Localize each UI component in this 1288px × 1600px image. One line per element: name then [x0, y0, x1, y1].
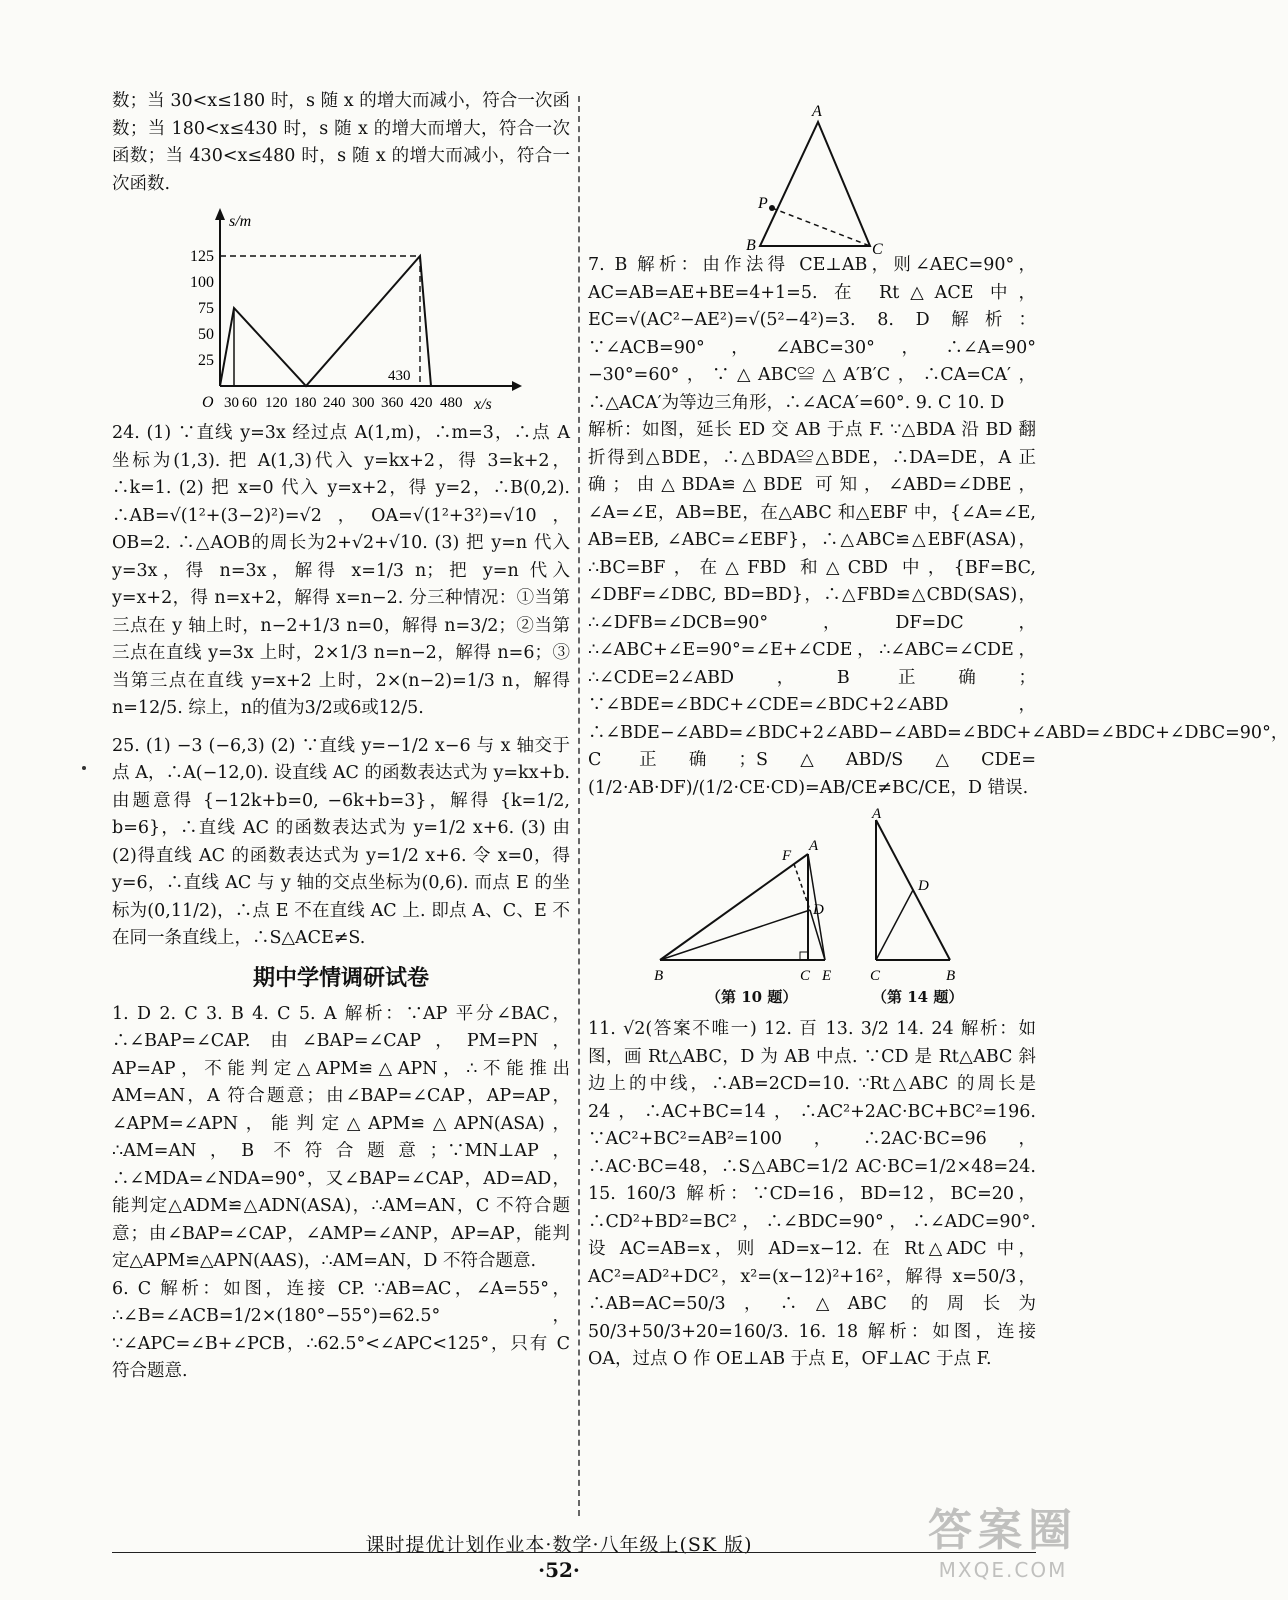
answer-midterm-6: 6. C 解析：如图，连接 CP. ∵AB=AC，∠A=55°，∴∠B=∠ACB=1/2×(180°−55°)=62.5°，∵∠APC=∠B+∠PCB，∴62.5°<∠APC<125°，只有 C 符合题意. — [112, 1278, 570, 1381]
vertex-label: C — [872, 241, 883, 258]
svg-text:A: A — [809, 838, 819, 854]
vertex-label: B — [746, 237, 756, 254]
svg-text:B: B — [654, 968, 664, 984]
x-tick: 180 — [294, 395, 317, 411]
triangle-figure-6 — [588, 92, 1036, 258]
origin-label: O — [202, 394, 214, 411]
answer-11-16: 11. √2(答案不唯一) 12. 百 13. 3/2 14. 24 解析：如图，画 Rt△ABC，D 为 AB 中点. ∵CD 是 Rt△ABC 斜边上的中线，∴AB=2CD=10. ∵Rt△ABC 的周长是 24，∴AC+BC=14，∴AC²+2AC·BC+BC²=196. ∵AC²+BC²=AB²=100，∴2AC·BC=96，∴AC·BC=48，∴S△ABC=1/2 AC·BC=1/2×48=24. 15. 160/3 解析：∵CD=16，BD=12，BC=20，∴CD²+BD²=BC²，∴∠BDC=90°，∴∠ADC=90°. 设 AC=AB=x，则 AD=x−12. 在 Rt△ADC 中，AC²=AD²+DC²，x²=(x−12)²+16²，解得 x=50/3，∴AB=AC=50/3，∴△ABC 的周长为50/3+50/3+20=160/3. 16. 18 解析：如图，连接 OA，过点 O 作 OE⊥AB 于点 E，OF⊥AC 于点 F. — [588, 1019, 1036, 1369]
vertex-label: P — [758, 195, 768, 212]
answer-midterm-1-5: 1. D 2. C 3. B 4. C 5. A 解析：∵AP 平分∠BAC，∴∠BAP=∠CAP. 由∠BAP=∠CAP，PM=PN，AP=AP，不能判定△APM≌△APN，∴不能推出 AM=AN，A 符合题意；由∠BAP=∠CAP，AP=AP，∠APM=∠APN，能判定△APM≌△APN(ASA)，∴AM=AN，B 不符合题意；∵MN⊥AP，∴∠MDA=∠NDA=90°，又∠BAP=∠CAP，AD=AD，能判定△ADM≌△ADN(ASA)，∴AM=AN，C 不符合题意；由∠BAP=∠CAP，∠AMP=∠ANP，AP=AP，能判定△APM≌△APN(AAS)，∴AM=AN，D 不符合题意. — [112, 1003, 570, 1271]
right-column — [588, 88, 1288, 1374]
y-tick: 75 — [198, 300, 214, 317]
x-tick: 480 — [440, 395, 463, 411]
figures-10-14 — [588, 806, 1036, 990]
watermark-url: MXQE.COM — [938, 1558, 1068, 1582]
watermark-logo: 答案圈 — [928, 1505, 1078, 1556]
answer-10-solution: 解析：如图，延长 ED 交 AB 于点 F. ∵△BDA 沿 BD 翻折得到△BDE，∴△BDA≌△BDE，∴DA=DE，A 正确；由△BDA≌△BDE 可知，∠ABD=∠DBE，∠A=∠E，AB=BE，在△ABC 和△EBF 中，{∠A=∠E, AB=EB, ∠ABC=∠EBF}，∴△ABC≌△EBF(ASA)，∴BC=BF，在△FBD 和△CBD 中，{BF=BC, ∠DBF=∠DBC, BD=BD}，∴△FBD≌△CBD(SAS)，∴∠DFB=∠DCB=90°，DF=DC，∴∠ABC+∠E=90°=∠E+∠CDE，∴∠ABC=∠CDE，∴∠CDE=2∠ABD，B 正确；∵∠BDE=∠BDC+∠CDE=∠BDC+2∠ABD，∴∠BDE−∠ABD=∠BDC+2∠ABD−∠ABD=∠BDC+∠ABD=∠BDC+∠DBC=90°，C 正确；S△ABD/S△CDE=(1/2·AB·DF)/(1/2·CE·CD)=AB/CE≠BC/CE，D 错误. — [588, 420, 1288, 798]
svg-text:C: C — [870, 968, 881, 984]
answer-7-10: 7. B 解析：由作法得 CE⊥AB，则∠AEC=90°，AC=AB=AE+BE=4+1=5. 在 Rt△ACE 中，EC=√(AC²−AE²)=√(5²−4²)=3. 8. D 解析：∵∠ACB=90°，∠ABC=30°，∴∠A=90°−30°=60°，∵△ABC≌△A′B′C，∴CA=CA′，∴△ACA′为等边三角形，∴∠ACA′=60°. 9. C 10. D — [588, 255, 1036, 413]
section-title: 期中学情调研试卷 — [252, 965, 429, 991]
svg-text:A: A — [872, 806, 882, 822]
x-tick: 240 — [323, 395, 346, 411]
figure-14 — [870, 806, 955, 984]
svg-text:B: B — [946, 968, 956, 984]
svg-text:F: F — [782, 848, 792, 864]
y-tick: 50 — [198, 326, 214, 343]
x-tick: 300 — [352, 395, 375, 411]
y-tick: 25 — [198, 352, 214, 369]
y-axis-label: s/m — [229, 213, 252, 230]
x-tick: 30 — [224, 395, 239, 411]
svg-text:D: D — [918, 878, 929, 894]
caption-10: （第 10 题） — [706, 988, 798, 1006]
distance-time-graph — [112, 204, 570, 416]
column-divider — [578, 96, 580, 1516]
answer-25: 25. (1) −3 (−6,3) (2) ∵直线 y=−1/2 x−6 与 x 轴交于点 A，∴A(−12,0). 设直线 AC 的函数表达式为 y=kx+b. 由题意得 {−12k+b=0, −6k+b=3}，解得 {k=1/2, b=6}，∴直线 AC 的函数表达式为 y=1/2 x+6. (3) 由(2)得直线 AC 的函数表达式为 y=1/2 x+6. 令 x=0，得 y=6，∴直线 AC 与 y 轴的交点坐标为(0,6). 而点 E 的坐标为(0,11/2)，∴点 E 不在直线 AC 上. 即点 A、C、E 不在同一条直线上，∴S△ACE≠S. — [112, 735, 570, 948]
caption-14: （第 14 题） — [872, 988, 964, 1006]
distance-polyline — [220, 256, 431, 386]
vertex-label: A — [812, 103, 822, 120]
x-tick: 120 — [265, 395, 288, 411]
x-axis-arrow — [512, 381, 522, 391]
stray-mark — [82, 766, 86, 770]
x-tick: 60 — [242, 395, 257, 411]
watermark — [928, 1494, 1078, 1582]
x-tick: 420 — [410, 395, 433, 411]
answer-24: 24. (1) ∵直线 y=3x 经过点 A(1,m)，∴m=3，∴点 A 坐标为(1,3). 把 A(1,3)代入 y=kx+2，得 3=k+2，∴k=1. (2) 把 x=0 代入 y=x+2，得 y=2，∴B(0,2). ∴AB=√(1²+(3−2)²)=√2，OA=√(1²+3²)=√10，OB=2. ∴△AOB的周长为2+√2+√10. (3) 把 y=n 代入 y=3x，得 n=3x，解得 x=1/3 n；把 y=n 代入 y=x+2，得 n=x+2，解得 x=n−2. 分三种情况：①当第三点在 y 轴上时，n−2+1/3 n=0，解得 n=3/2；②当第三点在直线 y=3x 上时，2×1/3 n=n−2，解得 n=6；③当第三点在直线 y=x+2 上时，2×(n−2)=1/3 n，解得 n=12/5. 综上，n的值为3/2或6或12/5. — [112, 423, 570, 718]
x-axis-label: x/s — [474, 396, 492, 413]
svg-text:C: C — [800, 968, 811, 984]
annotation-430: 430 — [388, 368, 411, 384]
left-column — [112, 88, 570, 1386]
y-tick: 100 — [190, 274, 214, 291]
answer-23-tail: 数；当 30<x≤180 时，s 随 x 的增大而减小，符合一次函数；当 180<x≤430 时，s 随 x 的增大而增大，符合一次函数；当 430<x≤480 时，s 随 x 的增大而减小，符合一次函数. — [112, 91, 570, 194]
y-tick: 125 — [190, 248, 214, 265]
book-title: 课时提优计划作业本·数学·八年级上(SK 版) — [365, 1534, 753, 1556]
x-tick: 360 — [381, 395, 404, 411]
y-axis-arrow — [215, 208, 225, 220]
footer-rule — [112, 1552, 1036, 1553]
svg-text:E: E — [822, 968, 832, 984]
svg-text:D: D — [813, 902, 824, 918]
page-number: ·52· — [538, 1558, 580, 1582]
figure-captions — [588, 984, 1036, 1008]
